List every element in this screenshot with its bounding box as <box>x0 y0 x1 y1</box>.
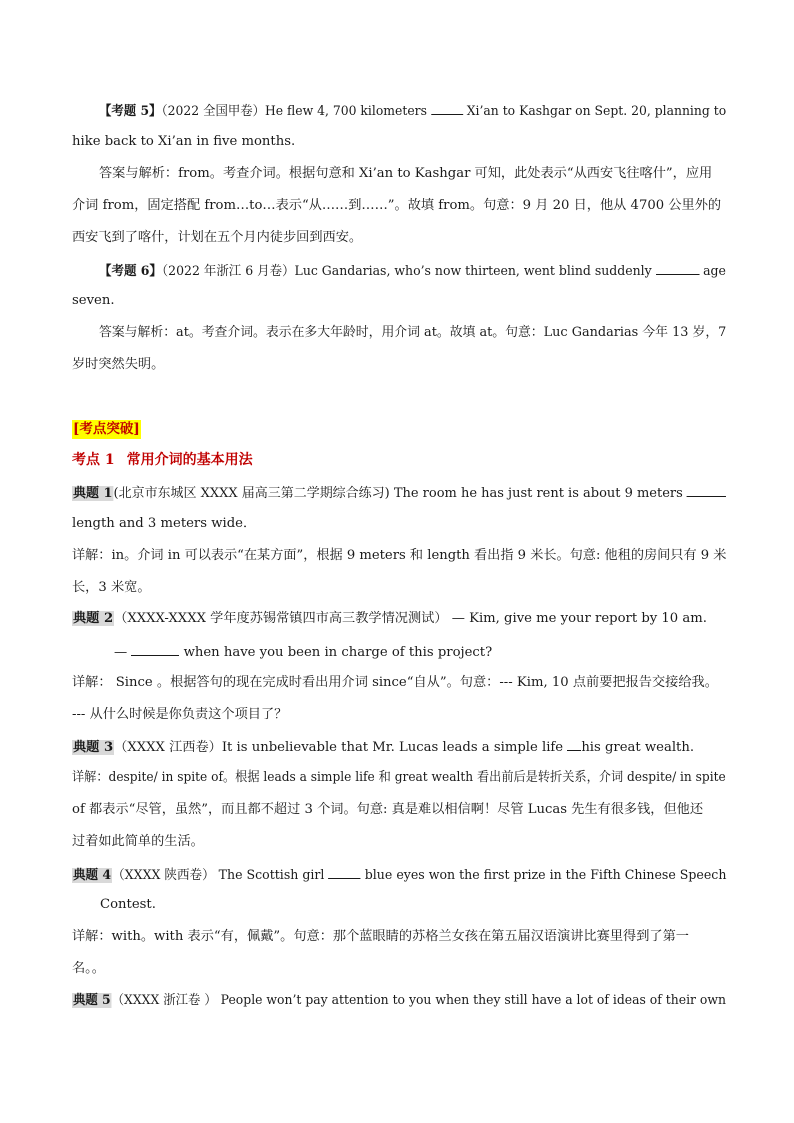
point-title: 常用介词的基本用法 <box>126 452 253 468</box>
example2-question-line1: 典题 2（XXXX-XXXX 学年度苏锡常镇四市高三教学情况测试） — Kim, give me your report by 10 am. <box>73 611 707 626</box>
example2-explanation-line2: --- 从什么时候是你负责这个项目了？ <box>72 707 288 722</box>
example3-question-line1: 典题 3（XXXX 江西卷）It is unbelievable that Mr. Lucas leads a simple life his great wealth. <box>72 737 726 755</box>
example3-label: 典题 3 <box>73 740 114 755</box>
example4-question-line1: 典题 4（XXXX 陕西卷） The Scottish girl blue eyes won the first prize in the Fifth Chinese Speech <box>72 865 695 883</box>
example1-explanation-line1: 详解：in。介词 in 可以表示“在某方面”，根据 9 meters 和 length 看出指 9 米长。句意: 他租的房间只有 9 米 <box>72 548 727 563</box>
example3-explanation-line1: 详解：despite/ in spite of。根据 leads a simple life 和 great wealth 看出前后是转折关系，介词 despite/ in spite <box>72 770 726 785</box>
exam6-answer-line2: 岁时突然失明。 <box>72 357 165 372</box>
example5-question-line1: 典题 5（XXXX 浙江卷 ） People won’t pay attention to you when they still have a lot of ideas of their own <box>72 993 726 1008</box>
example3-explanation-line2: of 都表示“尽管，虽然”，而且都不超过 3 个词。句意: 真是难以相信啊！尽管 Lucas 先生有很多钱，但他还 <box>72 802 704 817</box>
exam5-answer-line3: 西安飞到了喀什，计划在五个月内徒步回到西安。 <box>72 230 363 245</box>
example3-answer-blank <box>567 737 581 751</box>
example1-question-line2: length and 3 meters wide． <box>72 516 257 531</box>
point-number: 考点 1 <box>72 452 115 468</box>
example4-question-line2: Contest. <box>100 897 156 912</box>
example4-explanation-line2: 名。。 <box>72 961 105 976</box>
exam5-answer-line1: 答案与解析：from。考查介词。根据句意和 Xi’an to Kashgar 可知，此处表示“从西安飞往喀什”，应用 <box>99 166 713 181</box>
example3-explanation-line3: 过着如此简单的生活。 <box>72 834 204 849</box>
example1-answer-blank <box>687 483 726 497</box>
exam6-question-line1: 【考题 6】（2022 年浙江 6 月卷）Luc Gandarias, who’s now thirteen, went blind suddenly age <box>99 261 692 279</box>
example1-label: 典题 1 <box>72 486 113 501</box>
example2-answer-blank <box>131 642 179 656</box>
exam6-answer-blank <box>656 261 700 275</box>
exam6-question-line2: seven. <box>72 293 115 308</box>
section-title: [考点突破] <box>73 421 140 437</box>
example2-question-line2: — when have you been in charge of this project? <box>114 642 726 660</box>
example1-explanation-line2: 长，3 米宽。 <box>72 580 151 595</box>
example4-answer-blank <box>328 865 360 879</box>
example2-label: 典题 2 <box>73 611 114 626</box>
exam5-answer-line2: 介词 from，固定搭配 from…to…表示“从……到……”。故填 from。句意：9 月 20 日，他从 4700 公里外的 <box>72 198 722 213</box>
example4-explanation-line1: 详解：with。with 表示“有，佩戴”。句意：那个蓝眼睛的苏格兰女孩在第五届汉语演讲比赛里得到了第一 <box>72 929 689 944</box>
exam5-question-line2: hike back to Xi’an in five months. <box>72 134 296 149</box>
example4-label: 典题 4 <box>72 868 112 883</box>
exam6-answer-line1: 答案与解析：at。考查介词。表示在多大年龄时，用介词 at。故填 at。句意：Luc Gandarias 今年 13 岁，7 <box>99 325 727 340</box>
point-heading <box>72 451 253 470</box>
example1-question-line1: 典题 1(北京市东城区 XXXX 届高三第二学期综合练习) The room he has just rent is about 9 meters <box>72 483 716 501</box>
exam5-answer-blank <box>431 101 463 115</box>
exam5-question-line1: 【考题 5】（2022 全国甲卷）He flew 4, 700 kilometers Xi’an to Kashgar on Sept. 20, planning to <box>99 101 688 119</box>
exam6-label: 【考题 6】 <box>99 264 162 279</box>
exam5-label: 【考题 5】 <box>99 104 162 119</box>
example2-explanation-line1: 详解： Since 。根据答句的现在完成时看出用介词 since“自从”。句意：--- Kim, 10 点前要把报告交接给我。 <box>72 675 718 690</box>
example5-label: 典题 5 <box>72 993 111 1008</box>
